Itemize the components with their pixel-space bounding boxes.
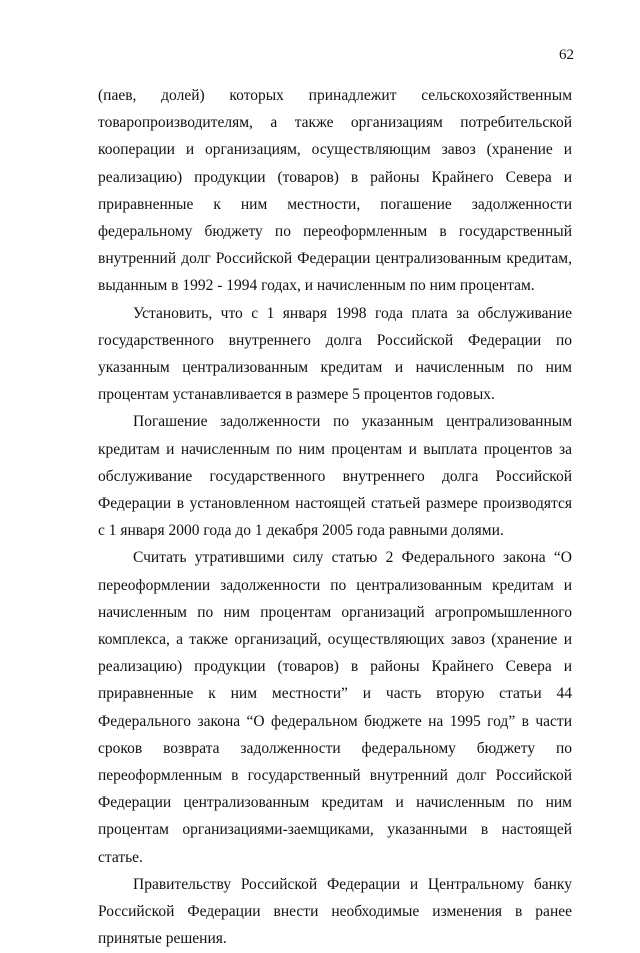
paragraph-repayment-schedule: Погашение задолженности по указанным централизованным кредитам и начисленным по ним процентам и выплата процентов за обслуживание государственного внутреннего долга Российской Федерации в установленном настоящей статьей размере производятся с 1 января 2000 года до 1 декабря 2005 года равными долями. xyxy=(98,413,572,540)
paragraph-repeal: Считать утратившими силу статью 2 Федерального закона “О переоформлении задолженности по централизованным кредитам и начисленным по ним процентам организаций агропромышленного комплекса, а также организаций, осуществляющих завоз (хранение и реализацию) продукции (товаров) в районы Крайнего Севера и приравненные к ним местности” и часть вторую статьи 44 Федерального закона “О федеральном бюджете на 1995 год” в части сроков возврата задолженности федеральному бюджету по переоформленным в государственный внутренний долг Российской Федерации централизованным кредитам и начисленным по ним процентам организациями-заемщиками, указанными в настоящей статье. xyxy=(98,549,572,866)
document-text xyxy=(98,82,572,953)
paragraph-continuation: (паев, долей) которых принадлежит сельскохозяйственным товаропроизводителям, а также организациям потребительской кооперации и организациям, осуществляющим завоз (хранение и реализацию) продукции (товаров) в районы Крайнего Севера и приравненные к ним местности, погашение задолженности федеральному бюджету по переоформленным в государственный внутренний долг Российской Федерации централизованным кредитам, выданным в 1992 - 1994 годах, и начисленным по ним процентам. xyxy=(98,87,572,295)
paragraph-government-instruction: Правительству Российской Федерации и Центральному банку Российской Федерации внести необходимые изменения в ранее принятые решения. xyxy=(98,875,572,948)
paragraph-interest-rate: Установить, что с 1 января 1998 года плата за обслуживание государственного внутреннего долга Российской Федерации по указанным централизованным кредитам и начисленным по ним процентам устанавливается в размере 5 процентов годовых. xyxy=(98,304,572,404)
page-number: 62 xyxy=(559,47,574,63)
